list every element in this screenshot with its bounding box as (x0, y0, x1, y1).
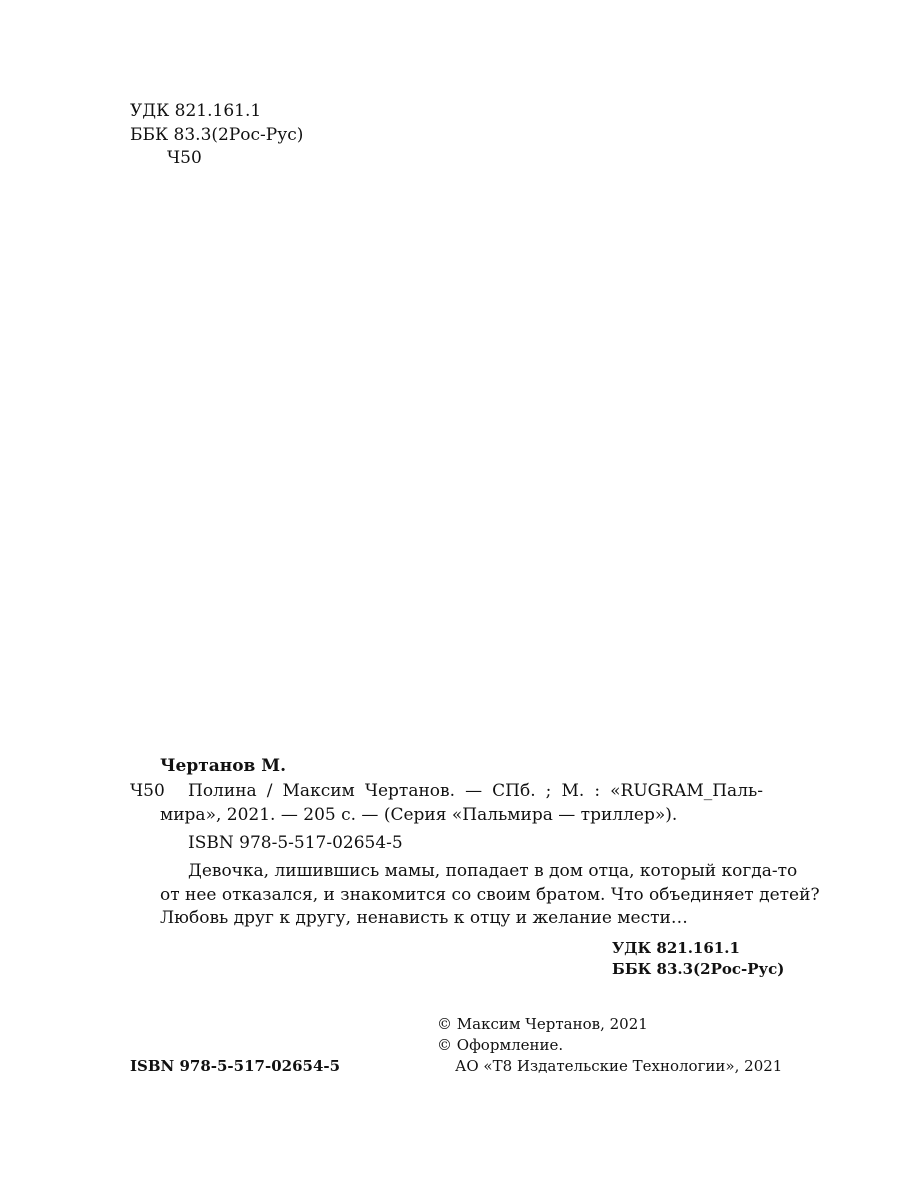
footer-copyright-design: © Оформление. (437, 1036, 564, 1054)
top-author-mark: Ч50 (167, 148, 202, 168)
footer-publisher: АО «Т8 Издательские Технологии», 2021 (455, 1057, 783, 1075)
card-author: Чертанов М. (160, 756, 287, 776)
card-description-line1: Полина / Максим Чертанов. — СПб. ; М. : «RUGRAM_Паль- (188, 781, 763, 801)
card-annotation-line2: от нее отказался, и знакомится со своим братом. Что объединяет детей? (160, 885, 820, 905)
card-udk: УДК 821.161.1 (612, 939, 740, 957)
footer-isbn: ISBN 978-5-517-02654-5 (130, 1057, 341, 1075)
card-annotation-line3: Любовь друг к другу, ненависть к отцу и желание мести… (160, 908, 688, 928)
card-bbk: ББК 83.3(2Рос-Рус) (612, 960, 785, 978)
footer-copyright-author: © Максим Чертанов, 2021 (437, 1015, 648, 1033)
card-author-mark: Ч50 (130, 781, 165, 801)
card-annotation-line1: Девочка, лишившись мамы, попадает в дом отца, который когда-то (188, 861, 798, 881)
card-description-line2: мира», 2021. — 205 с. — (Серия «Пальмира — триллер»). (160, 805, 678, 825)
top-bbk: ББК 83.3(2Рос-Рус) (130, 125, 304, 145)
top-udk: УДК 821.161.1 (130, 101, 262, 121)
card-isbn: ISBN 978-5-517-02654-5 (188, 833, 403, 853)
